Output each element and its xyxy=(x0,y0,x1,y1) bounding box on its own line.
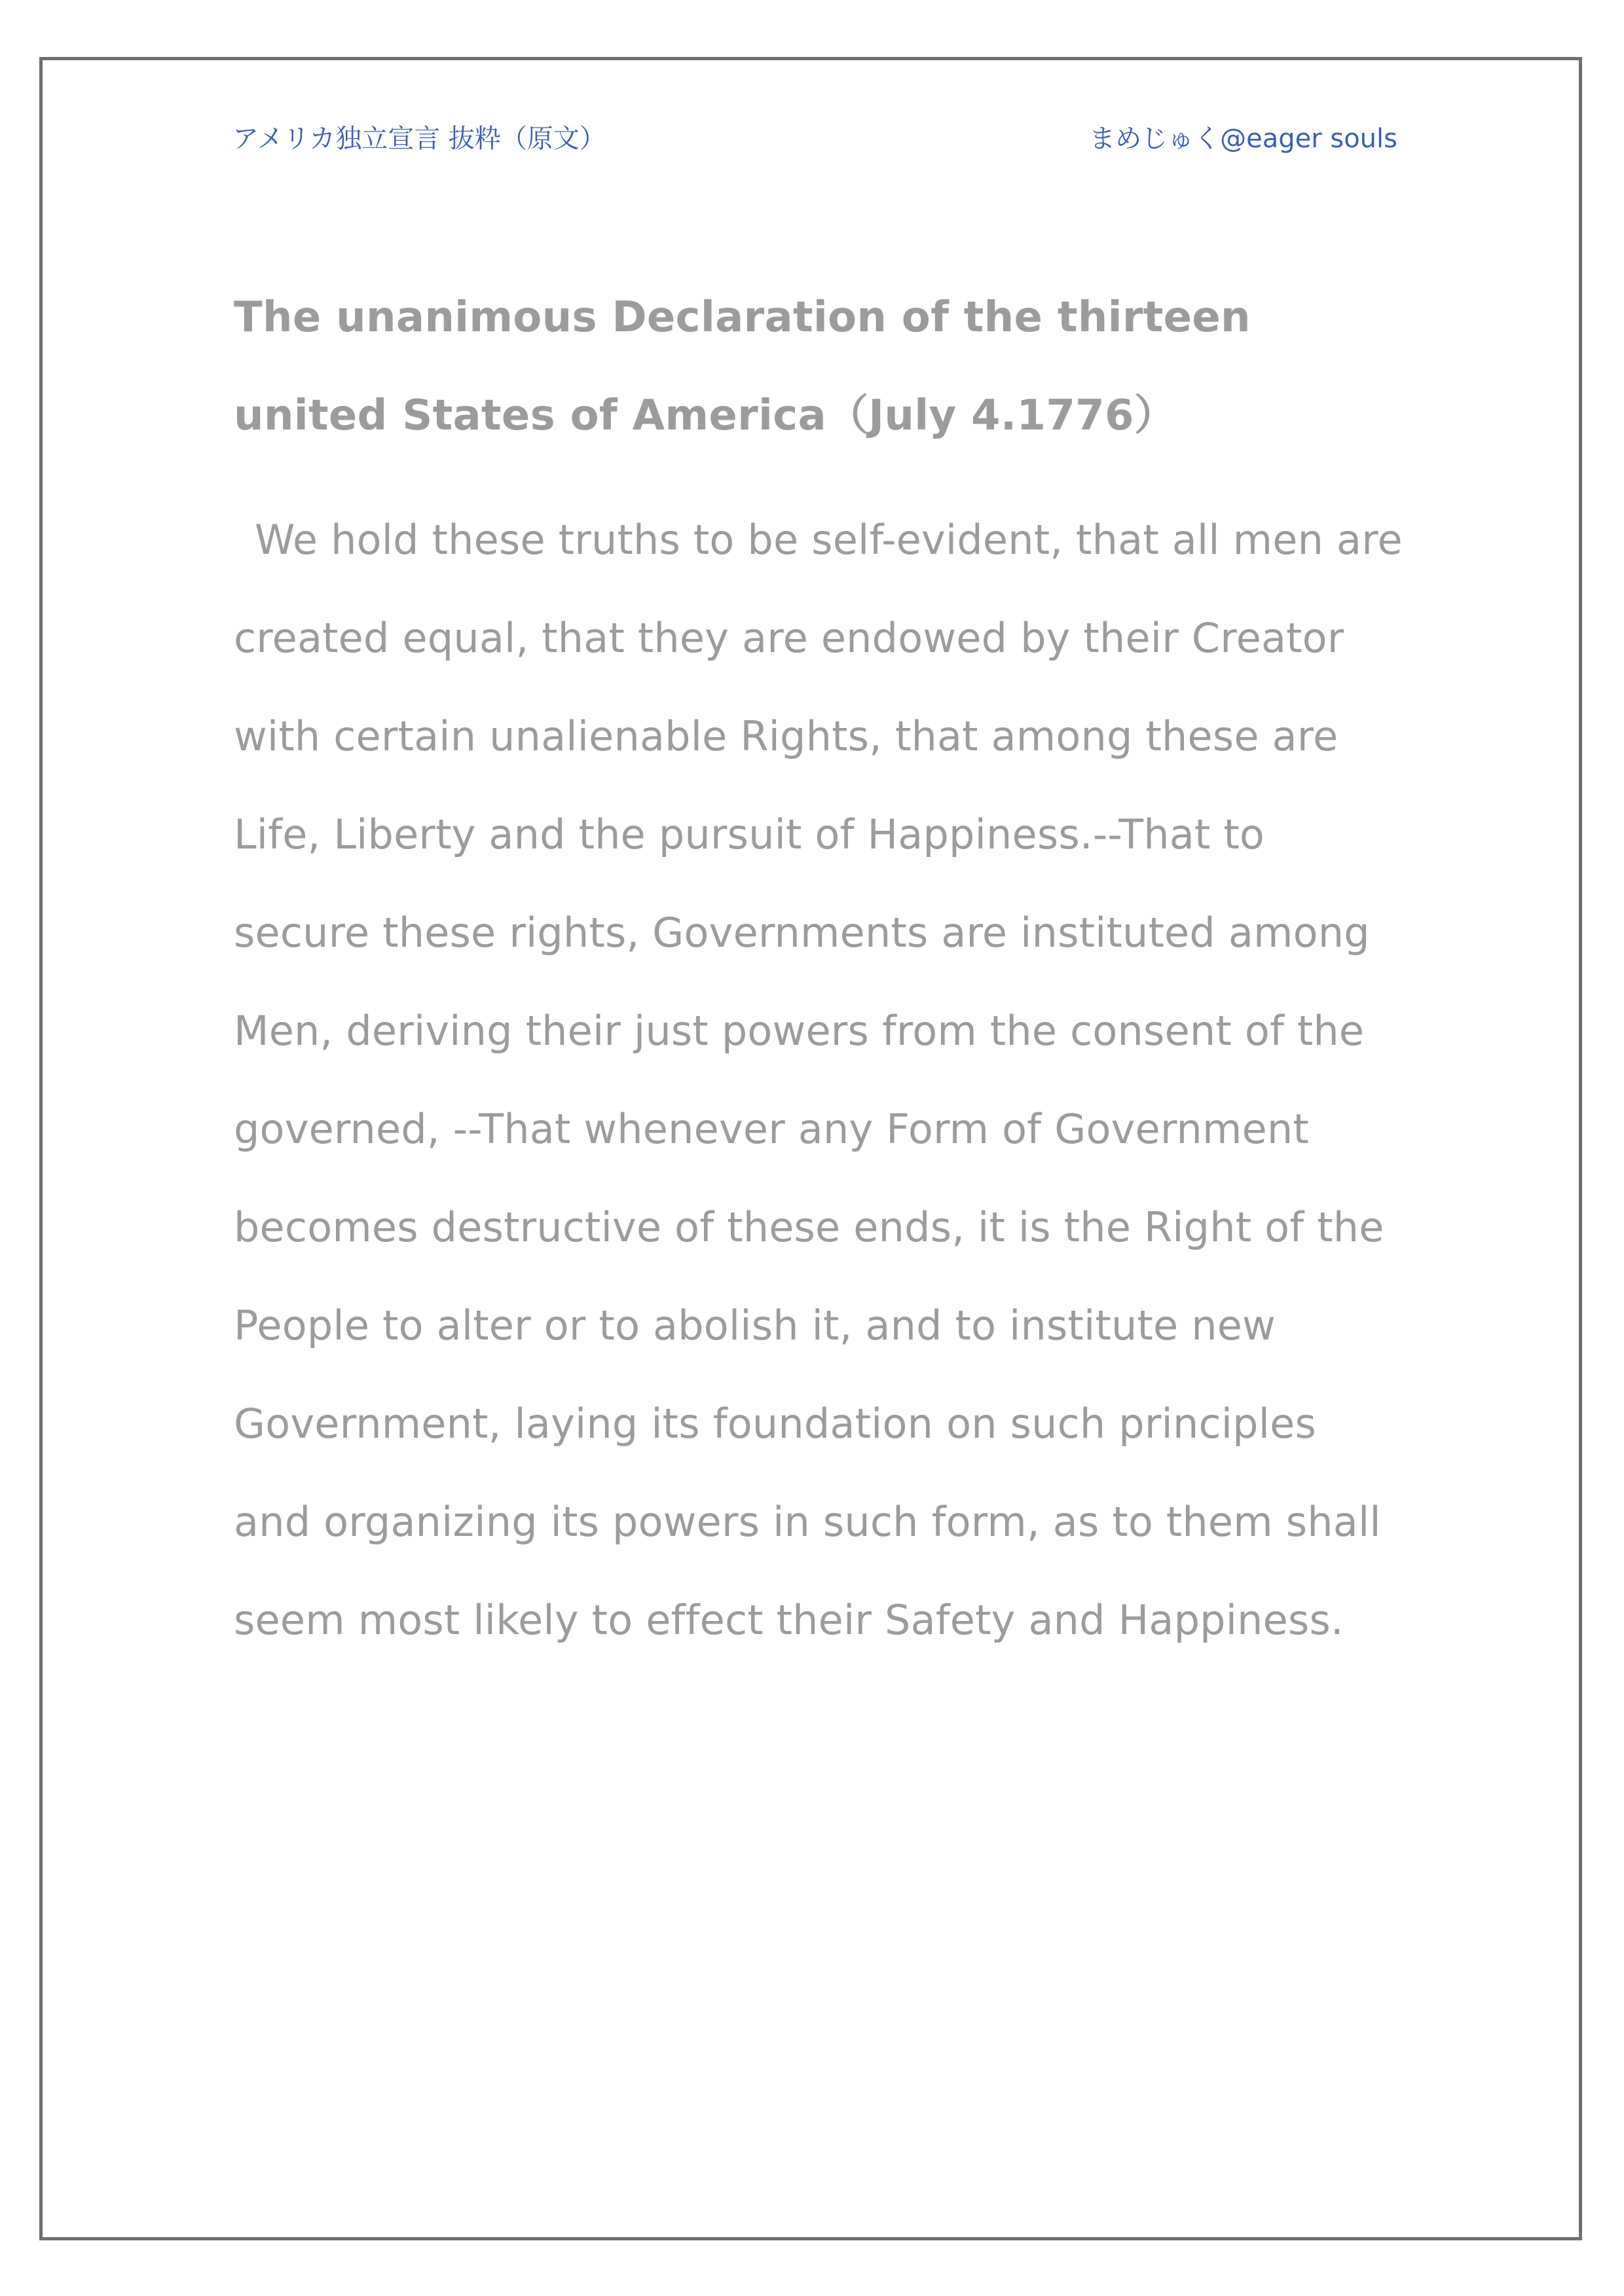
document-body-paragraph: We hold these truths to be self-evident, that all men are created equal, that they are endowed by their Creator with certain unalienable Rights, that among these are Life, Liberty and the pursuit of Happiness.--That to secure these rights, Governments are instituted among Men, deriving their just powers from the consent of the governed, --That whenever any Form of Government becomes destructive of these ends, it is the Right of the People to alter or to abolish it, and to institute new Government, laying its foundation on such principles and organizing its powers in such form, as to them shall seem most likely to effect their Safety and Happiness. xyxy=(234,516,1403,1644)
document-title: The unanimous Declaration of the thirteen united States of America（July 4.1776） xyxy=(234,293,1251,440)
document-content xyxy=(234,268,1406,1669)
header-document-label: アメリカ独立宣言 抜粋（原文） xyxy=(232,124,606,154)
header-author-credit: まめじゅく@eager souls xyxy=(1089,124,1397,154)
